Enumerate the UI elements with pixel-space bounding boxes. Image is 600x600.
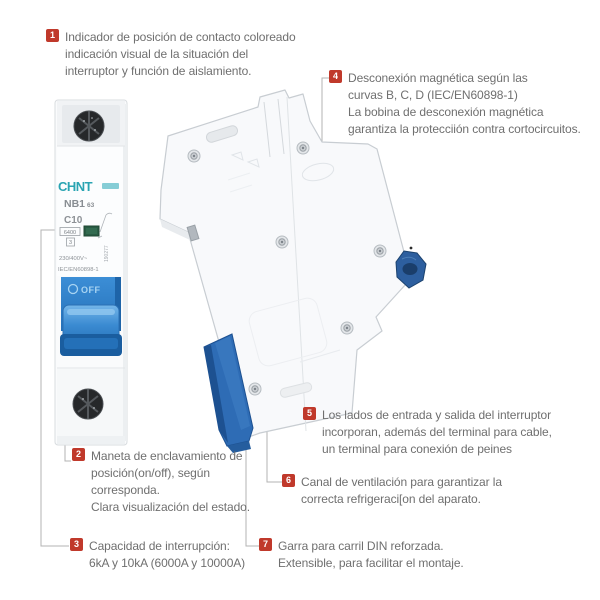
callout-5-text: Los lados de entrada y salida del interruptor incorporan, además del terminal para cable, un terminal para conexión de peines (322, 408, 552, 456)
callout-2 (72, 448, 250, 516)
voltage-label: 230/400V~ (59, 256, 88, 262)
callout-6-text: Canal de ventilación para garantizar la correcta refrigeraci[on del aparato. (301, 475, 502, 506)
contact-position-indicator (84, 226, 99, 236)
callout-1-badge: 1 (46, 29, 59, 42)
brand-logo-bar (102, 183, 119, 189)
callout-7-text: Garra para carril DIN reforzada. Extensible, para facilitar el montaje. (278, 539, 464, 570)
toggle-state-label: OFF (81, 285, 101, 295)
callout-7-badge: 7 (259, 538, 272, 551)
svg-text:3: 3 (68, 240, 73, 247)
callout-4-badge: 4 (329, 70, 342, 83)
curve-rating-label: C10 (64, 215, 83, 226)
callout-3-text: Capacidad de interrupción: 6kA y 10kA (6000A y 10000A) (89, 539, 246, 570)
callout-3-badge: 3 (70, 538, 83, 551)
model-label: NB1 63 (64, 198, 95, 210)
front-top-screw (74, 111, 104, 141)
callout-4 (329, 70, 581, 138)
callout-3 (70, 538, 245, 572)
callout-1-text: Indicador de posición de contacto coloreado indicación visual de la situación del interruptor y función de aislamiento. (65, 30, 296, 78)
standard-label: IEC/EN60898-1 (58, 267, 99, 273)
callout-4-text: Desconexión magnética según las curvas B, C, D (IEC/EN60898-1) La bobina de desconexión magnética garantiza la protecciión contra cortocircuitos. (348, 71, 581, 136)
toggle-handle (60, 305, 122, 356)
callout-2-text: Maneta de enclavamiento de posición(on/off), según corresponda. Clara visualización del estado. (91, 449, 250, 514)
breaker-front-view (55, 100, 127, 445)
callout-1 (46, 29, 296, 80)
svg-text:6400: 6400 (63, 230, 77, 236)
breaker-side-view (160, 90, 426, 453)
callout-6 (282, 474, 502, 508)
front-bottom-screw (73, 389, 103, 419)
brand-logo-text: CHNT (58, 179, 93, 194)
serial-vertical-text: 190277 (104, 245, 110, 262)
callout-5 (303, 407, 552, 458)
callout-6-badge: 6 (282, 474, 295, 487)
pin-dot (410, 247, 413, 250)
callout-7 (259, 538, 464, 572)
callout-5-badge: 5 (303, 407, 316, 420)
callout-2-badge: 2 (72, 448, 85, 461)
